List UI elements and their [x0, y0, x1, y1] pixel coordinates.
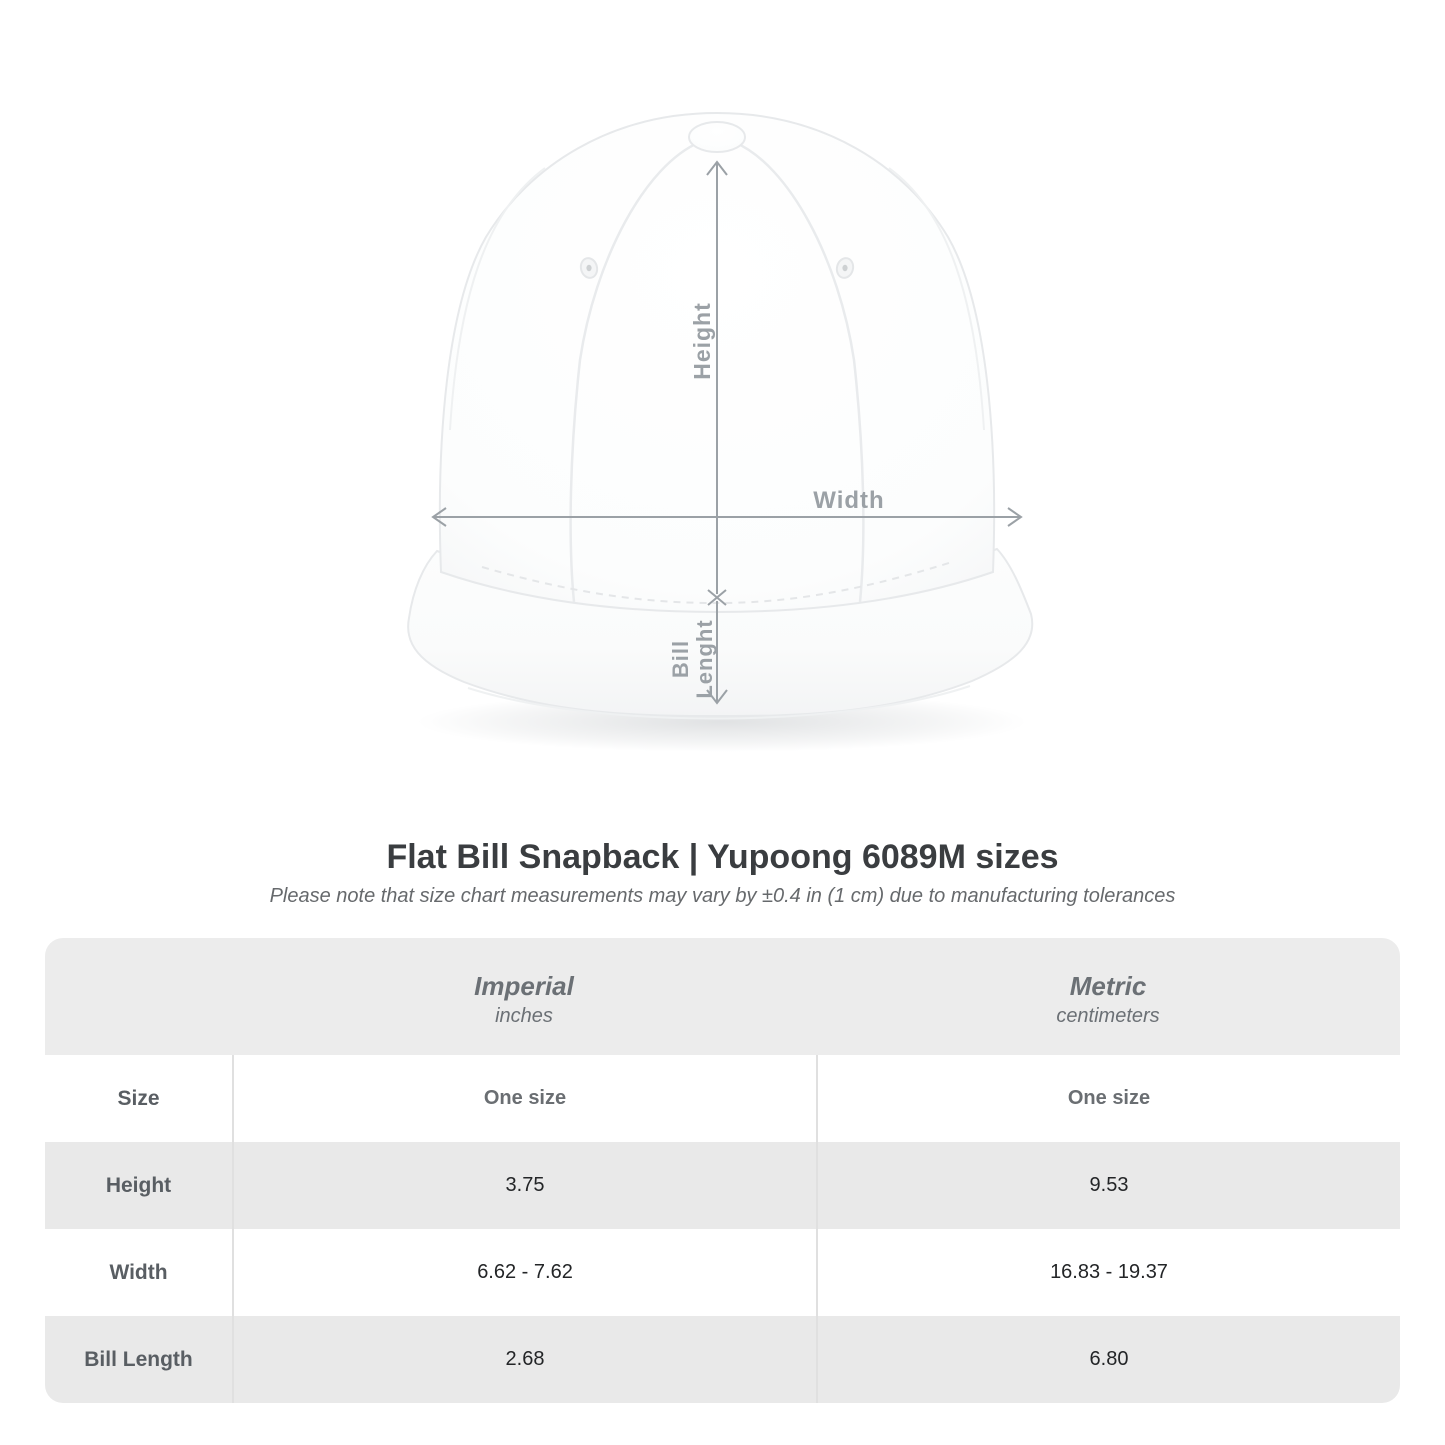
imperial-value: 6.62 - 7.62 [477, 1261, 573, 1283]
row-label: Width [109, 1260, 168, 1284]
metric-value: One size [1067, 1087, 1151, 1109]
table-row-bill-length [45, 1316, 1400, 1403]
imperial-value-cell [232, 1316, 816, 1403]
metric-column-unit: centimeters [1056, 1005, 1160, 1027]
page-subtitle: Please note that size chart measurements may vary by ±0.4 in (1 cm) due to manufacturing tolerances [269, 885, 1176, 907]
table-row-width [45, 1229, 1400, 1316]
metric-value: 16.83 - 19.37 [1050, 1261, 1168, 1283]
row-label-cell [45, 1229, 232, 1316]
imperial-value: 3.75 [505, 1174, 545, 1196]
page-title: Flat Bill Snapback | Yupoong 6089M sizes [386, 838, 1059, 876]
metric-column-header [816, 965, 1400, 1028]
heading-block [0, 838, 1445, 908]
row-label: Height [105, 1173, 172, 1197]
bill-length-measure-label-line2: Lenght [692, 619, 717, 699]
imperial-column-unit: inches [495, 1005, 553, 1027]
metric-column-title: Metric [1069, 971, 1147, 1001]
row-label-cell [45, 1055, 232, 1142]
row-label: Size [117, 1086, 160, 1110]
imperial-value-cell [232, 1142, 816, 1229]
table-row-height [45, 1142, 1400, 1229]
row-label-cell [45, 1316, 232, 1403]
width-measure-label: Width [813, 487, 885, 514]
metric-value: 6.80 [1089, 1348, 1129, 1370]
size-table [45, 938, 1400, 1403]
metric-value-cell [816, 1055, 1400, 1142]
imperial-value-cell [232, 1229, 816, 1316]
metric-value-cell [816, 1229, 1400, 1316]
imperial-column-title: Imperial [474, 971, 574, 1001]
imperial-value-cell [232, 1055, 816, 1142]
height-measure-label: Height [689, 302, 715, 380]
table-row-size [45, 1055, 1400, 1142]
hat-top-button [689, 122, 745, 152]
bill-length-measure-label-line1: Bill [668, 639, 693, 679]
metric-value: 9.53 [1089, 1174, 1129, 1196]
metric-value-cell [816, 1142, 1400, 1229]
imperial-value: 2.68 [505, 1348, 545, 1370]
size-table-header [45, 938, 1400, 1055]
row-label: Bill Length [84, 1347, 193, 1371]
imperial-value: One size [483, 1087, 567, 1109]
row-label-cell [45, 1142, 232, 1229]
imperial-column-header [232, 965, 816, 1028]
metric-value-cell [816, 1316, 1400, 1403]
